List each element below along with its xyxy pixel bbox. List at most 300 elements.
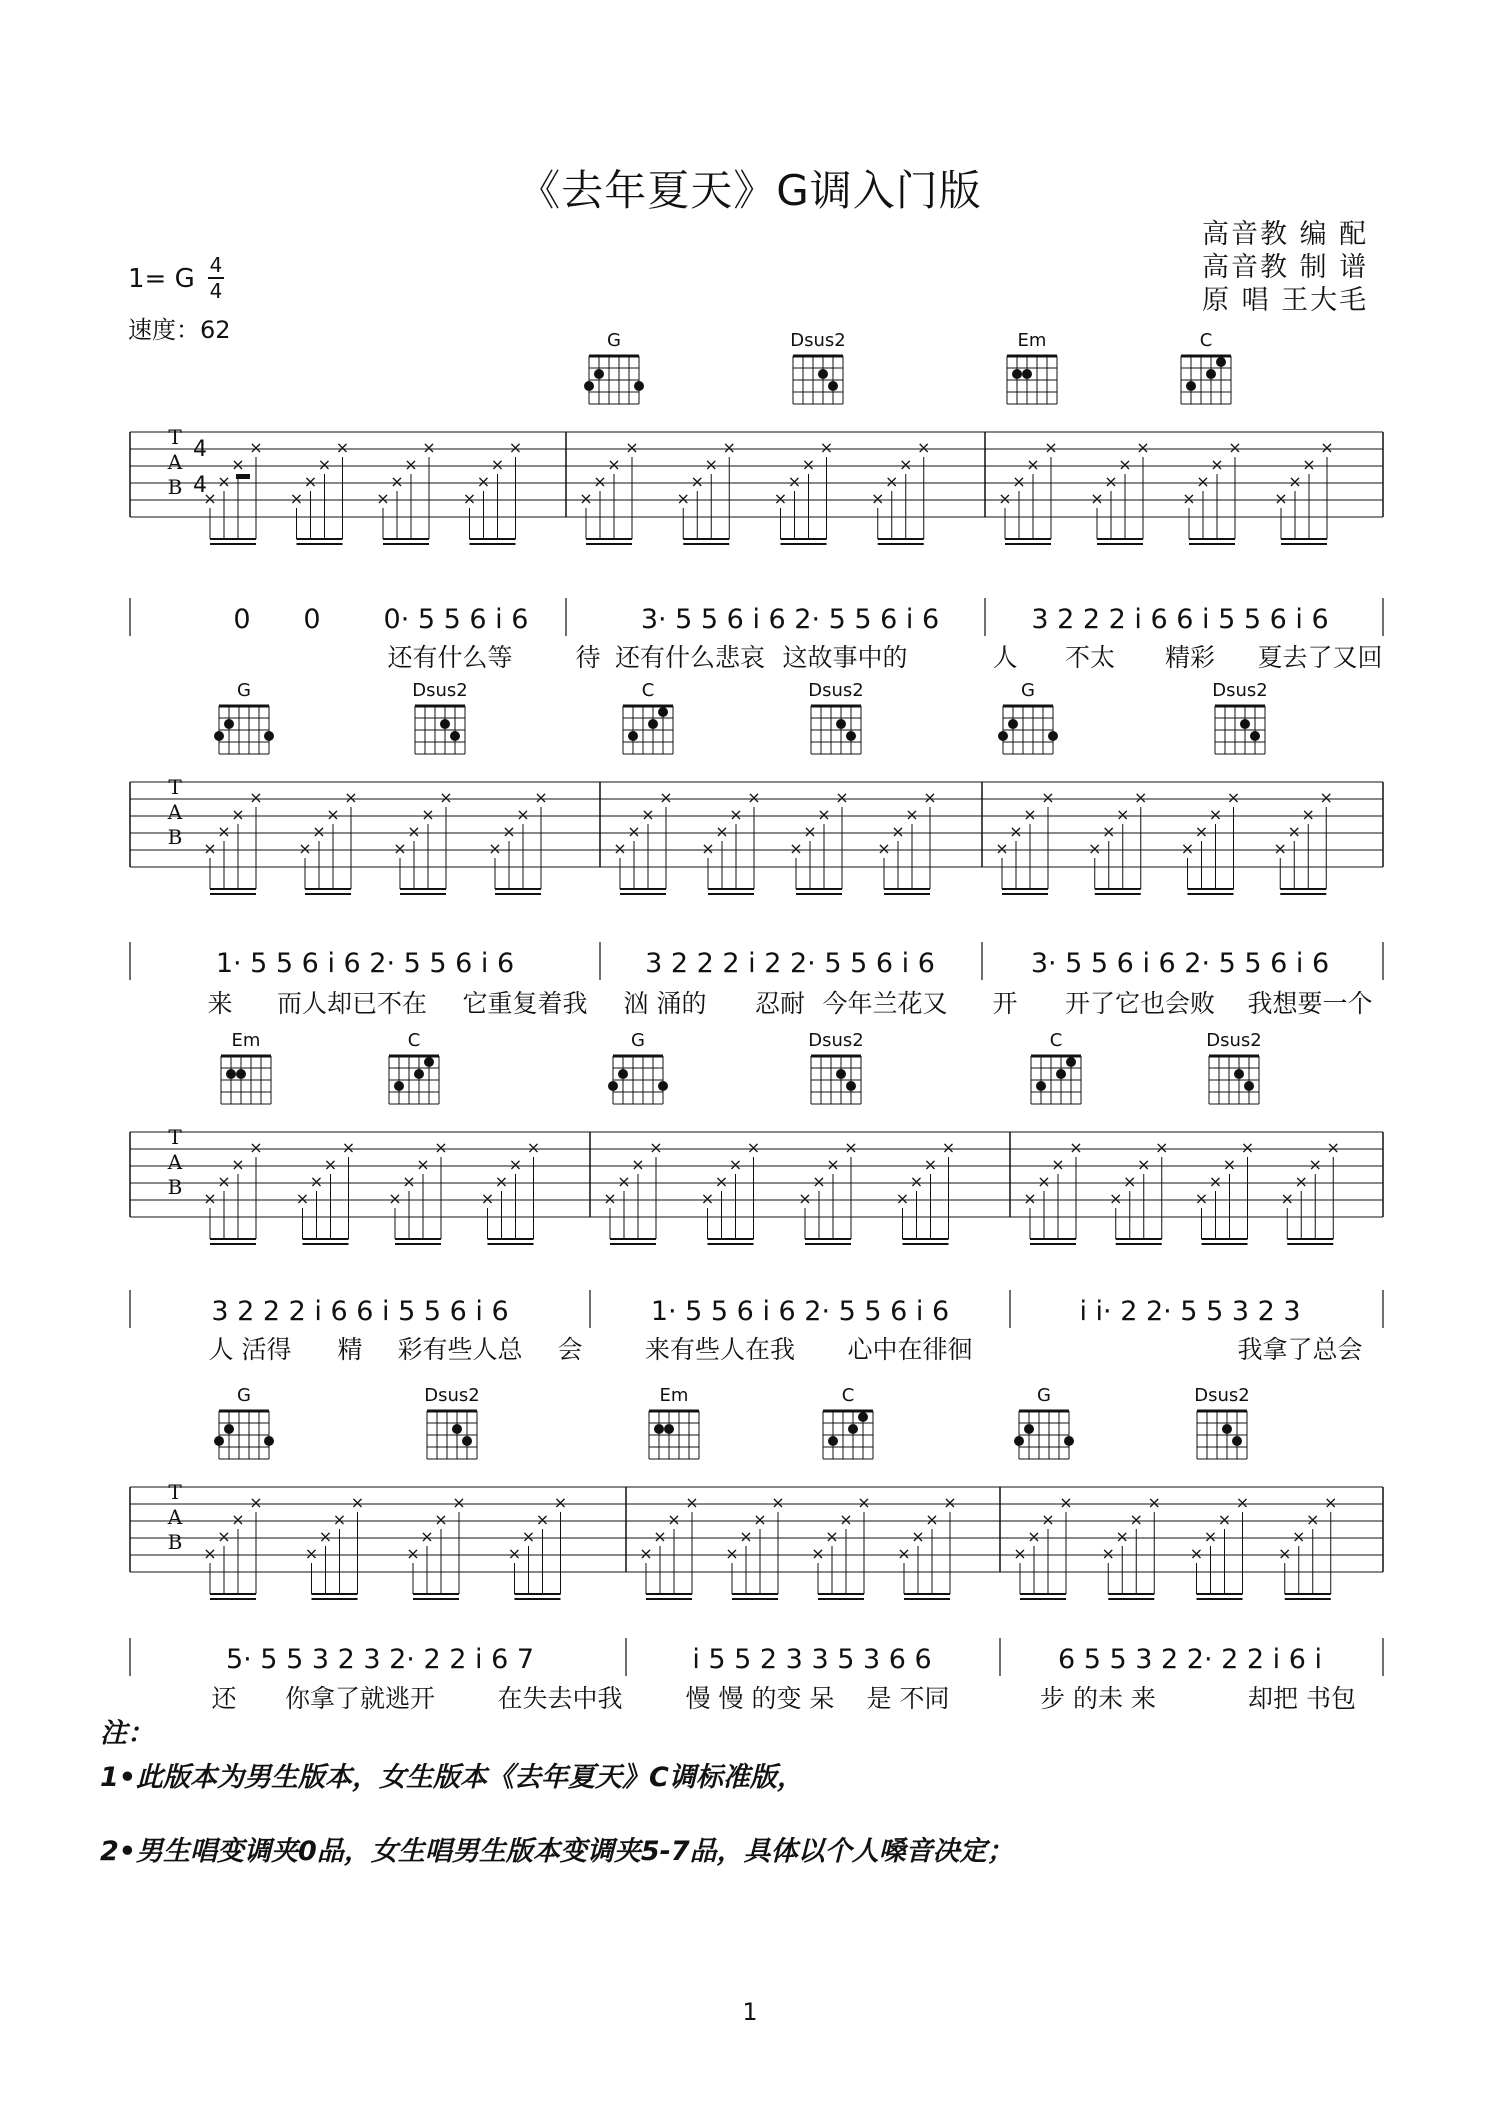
tab-note: × xyxy=(289,489,304,508)
tab-note: × xyxy=(1013,1544,1027,1563)
tab-note: × xyxy=(1326,1138,1340,1157)
chord-name-dsus2: Dsus2 xyxy=(424,1385,480,1406)
tab-note: × xyxy=(1182,489,1196,508)
tab-note: × xyxy=(905,805,919,824)
tab-note: × xyxy=(917,438,931,457)
chord-finger-dot xyxy=(1066,1057,1076,1067)
tab-note: × xyxy=(231,455,245,474)
tab-note: × xyxy=(925,1510,939,1529)
tab-note: × xyxy=(923,1155,938,1174)
chord-finger-dot xyxy=(450,731,460,741)
chord-name-dsus2: Dsus2 xyxy=(1206,1030,1262,1051)
tab-note: × xyxy=(553,1493,568,1512)
tab-note: × xyxy=(298,839,312,858)
tab-note: × xyxy=(341,1138,356,1157)
lyric-segment: 精彩 xyxy=(1164,643,1216,672)
tab-note: × xyxy=(1069,1138,1083,1157)
tab-note: × xyxy=(877,839,891,858)
lyric-segment: 我想要一个 xyxy=(1247,989,1373,1018)
tab-note: × xyxy=(1288,472,1302,491)
time-signature-bottom: 4 xyxy=(209,279,223,303)
jianpu-segment: 1· 5 5 6 i 6 2· 5 5 6 i 6 xyxy=(650,1296,950,1327)
tab-note: × xyxy=(1302,455,1316,474)
tab-note: × xyxy=(715,822,729,841)
tab-note: × xyxy=(1226,788,1241,807)
chord-name-c: C xyxy=(641,680,655,701)
tab-note: × xyxy=(1196,472,1210,491)
tab-note: × xyxy=(249,1138,263,1157)
lyric-segment: 会 xyxy=(557,1335,583,1364)
tab-note: × xyxy=(249,788,263,807)
tab-time-bottom: 4 xyxy=(193,473,207,498)
tab-note: × xyxy=(617,1172,631,1191)
jianpu-segment: 6 5 5 3 2 2· 2 2 i 6 i xyxy=(1057,1644,1323,1675)
tab-note: × xyxy=(390,472,404,491)
tab-note: × xyxy=(943,1493,957,1512)
page-title: 《去年夏天》G调入门版 xyxy=(518,166,982,215)
chord-name-dsus2: Dsus2 xyxy=(1212,680,1268,701)
lyric-segment: 开了它也会败 xyxy=(1064,989,1216,1018)
credit-transcriber: 高音教 制 谱 xyxy=(1202,252,1369,283)
tab-note: × xyxy=(653,1527,667,1546)
tab-note: × xyxy=(1301,805,1315,824)
tab-note: × xyxy=(817,805,831,824)
chord-finger-dot xyxy=(462,1436,472,1446)
tab-note: × xyxy=(1273,839,1287,858)
tab-note: × xyxy=(404,455,418,474)
tab-note: × xyxy=(1090,489,1104,508)
chord-finger-dot xyxy=(1234,1069,1244,1079)
tab-note: × xyxy=(801,455,816,474)
jianpu-segment: 3 2 2 2 i 2 2· 5 5 6 i 6 xyxy=(645,948,935,979)
page-number: 1 xyxy=(742,1998,758,2026)
tab-note: × xyxy=(1129,1510,1143,1529)
chord-finger-dot xyxy=(658,1081,668,1091)
tab-note: × xyxy=(1041,1510,1055,1529)
lyric-segment: 今年兰花又 xyxy=(822,989,948,1018)
tab-note: × xyxy=(798,1189,812,1208)
tab-note: × xyxy=(1118,455,1132,474)
credit-original-singer: 原 唱 王大毛 xyxy=(1202,285,1369,316)
tab-note: × xyxy=(1274,489,1288,508)
chord-finger-dot xyxy=(594,369,604,379)
tab-note: × xyxy=(659,788,673,807)
tab-note: × xyxy=(1044,438,1058,457)
tab-note: × xyxy=(335,438,350,457)
chord-name-em: Em xyxy=(659,1385,689,1406)
tab-clef-b: B xyxy=(167,825,183,849)
tab-note: × xyxy=(704,455,718,474)
tab-note: × xyxy=(1009,822,1023,841)
tab-note: × xyxy=(1235,1493,1250,1512)
tab-note: × xyxy=(516,805,530,824)
chord-finger-dot xyxy=(848,1424,858,1434)
tab-note: × xyxy=(1217,1510,1232,1529)
tab-note: × xyxy=(891,822,905,841)
lyric-segment: 彩有些人总 xyxy=(397,1335,523,1364)
tab-note: × xyxy=(1294,1172,1308,1191)
chord-name-dsus2: Dsus2 xyxy=(790,330,846,351)
chord-name-dsus2: Dsus2 xyxy=(808,1030,864,1051)
tab-note: × xyxy=(452,1493,466,1512)
chord-finger-dot xyxy=(648,719,658,729)
tab-note: × xyxy=(203,489,217,508)
tab-note: × xyxy=(476,472,491,491)
lyric-segment: 来有些人在我 xyxy=(644,1335,796,1364)
chord-finger-dot xyxy=(264,1436,274,1446)
chord-finger-dot xyxy=(618,1069,628,1079)
chord-finger-dot xyxy=(1024,1424,1034,1434)
chord-name-dsus2: Dsus2 xyxy=(808,680,864,701)
tab-note: × xyxy=(535,1510,550,1529)
tab-note: × xyxy=(1147,1493,1161,1512)
tab-note: × xyxy=(1155,1138,1169,1157)
rest-mark xyxy=(236,474,250,479)
chord-name-g: G xyxy=(607,330,621,351)
chord-finger-dot xyxy=(828,381,838,391)
chord-finger-dot xyxy=(1064,1436,1074,1446)
tab-note: × xyxy=(490,455,505,474)
chord-finger-dot xyxy=(414,1069,424,1079)
tab-note: × xyxy=(416,1155,430,1174)
chord-finger-dot xyxy=(214,731,224,741)
tab-note: × xyxy=(421,805,435,824)
tempo: 速度：62 xyxy=(128,316,231,344)
chord-finger-dot xyxy=(664,1424,674,1434)
tab-note: × xyxy=(998,489,1012,508)
chord-name-g: G xyxy=(1037,1385,1051,1406)
tab-note: × xyxy=(844,1138,858,1157)
tab-note: × xyxy=(1324,1493,1338,1512)
lyric-segment: 不太 xyxy=(1064,643,1116,672)
tab-note: × xyxy=(1023,805,1037,824)
lyric-segment: 在失去中我 xyxy=(497,1684,623,1713)
notes-label: 注： xyxy=(100,1718,154,1749)
lyric-segment: 待 xyxy=(575,643,601,672)
tab-note: × xyxy=(753,1510,767,1529)
chord-finger-dot xyxy=(1012,369,1022,379)
tab-note: × xyxy=(649,1138,663,1157)
tab-note: × xyxy=(393,839,407,858)
tab-note: × xyxy=(1228,438,1242,457)
tab-note: × xyxy=(1308,1155,1322,1174)
tab-note: × xyxy=(508,1155,523,1174)
chord-name-c: C xyxy=(407,1030,421,1051)
tab-note: × xyxy=(1306,1510,1320,1529)
tab-note: × xyxy=(344,788,358,807)
lyric-segment: 心中在徘徊 xyxy=(847,1335,973,1364)
lyric-segment: 来 xyxy=(207,989,233,1018)
lyric-segment: 忍耐 xyxy=(754,989,806,1018)
tab-note: × xyxy=(217,822,231,841)
chord-finger-dot xyxy=(628,731,638,741)
chord-finger-dot xyxy=(608,1081,618,1091)
lyric-segment: 而人却已不在 xyxy=(276,989,428,1018)
tab-note: × xyxy=(685,1493,699,1512)
chord-finger-dot xyxy=(836,1069,846,1079)
tab-note: × xyxy=(249,438,263,457)
tab-note: × xyxy=(462,489,477,508)
chord-finger-dot xyxy=(1216,357,1226,367)
chord-finger-dot xyxy=(1206,369,1216,379)
tab-note: × xyxy=(1180,839,1195,858)
tab-note: × xyxy=(502,822,516,841)
tab-note: × xyxy=(700,1189,715,1208)
chord-finger-dot xyxy=(828,1436,838,1446)
tab-note: × xyxy=(1023,1189,1037,1208)
chord-finger-dot xyxy=(264,731,274,741)
tab-note: × xyxy=(895,1189,910,1208)
lyric-segment: 还有什么悲哀 xyxy=(614,643,766,672)
jianpu-segment: 3 2 2 2 i 6 6 i 5 5 6 i 6 xyxy=(1031,604,1329,635)
jianpu-segment: 1· 5 5 6 i 6 2· 5 5 6 i 6 xyxy=(215,948,515,979)
tab-note: × xyxy=(857,1493,871,1512)
chord-finger-dot xyxy=(1240,719,1250,729)
tab-clef-a: A xyxy=(167,1150,183,1174)
tab-note: × xyxy=(897,1544,911,1563)
tab-note: × xyxy=(1012,472,1026,491)
tab-note: × xyxy=(607,455,621,474)
tab-note: × xyxy=(603,1189,617,1208)
lyric-segment: 慢 慢 的变 呆 xyxy=(685,1684,835,1713)
tab-note: × xyxy=(1027,1527,1041,1546)
chord-finger-dot xyxy=(998,731,1008,741)
tab-note: × xyxy=(811,1544,825,1563)
chord-finger-dot xyxy=(214,1436,224,1446)
tab-note: × xyxy=(1115,1527,1129,1546)
tab-note: × xyxy=(1210,455,1224,474)
tab-clef-b: B xyxy=(167,1175,183,1199)
tab-note: × xyxy=(231,1510,245,1529)
chord-name-c: C xyxy=(1199,330,1213,351)
tab-note: × xyxy=(1319,788,1333,807)
tab-clef-t: T xyxy=(168,775,182,799)
tab-clef-a: A xyxy=(167,450,183,474)
chord-finger-dot xyxy=(1244,1081,1254,1091)
tab-note: × xyxy=(747,788,761,807)
tab-note: × xyxy=(1292,1527,1306,1546)
tab-note: × xyxy=(1037,1172,1051,1191)
tab-note: × xyxy=(317,455,332,474)
chord-name-dsus2: Dsus2 xyxy=(412,680,468,701)
tab-note: × xyxy=(1194,822,1209,841)
tab-note: × xyxy=(249,1493,263,1512)
tab-clef-a: A xyxy=(167,800,183,824)
chord-name-g: G xyxy=(1021,680,1035,701)
tab-note: × xyxy=(995,839,1009,858)
tab-note: × xyxy=(203,1544,217,1563)
tab-note: × xyxy=(941,1138,956,1157)
tab-note: × xyxy=(1287,822,1301,841)
chord-finger-dot xyxy=(1186,381,1196,391)
jianpu-segment: 3 2 2 2 i 6 6 i 5 5 6 i 6 xyxy=(211,1296,509,1327)
chord-finger-dot xyxy=(1048,731,1058,741)
chord-finger-dot xyxy=(1036,1081,1046,1091)
note-line-2: 2•男生唱变调夹0品，女生唱男生版本变调夹5-7品，具体以个人嗓音决定； xyxy=(100,1836,1014,1867)
tab-note: × xyxy=(203,1189,217,1208)
tab-note: × xyxy=(1059,1493,1073,1512)
lyric-segment: 人 xyxy=(992,643,1018,672)
tab-note: × xyxy=(304,1544,319,1563)
tab-note: × xyxy=(1101,1544,1115,1563)
tab-note: × xyxy=(231,1155,245,1174)
chord-finger-dot xyxy=(1250,731,1260,741)
tab-note: × xyxy=(1137,1155,1151,1174)
lyric-segment: 开 xyxy=(992,989,1018,1018)
jianpu-segment: i i· 2 2· 5 5 3 2 3 xyxy=(1079,1296,1301,1327)
tab-note: × xyxy=(1136,438,1150,457)
tab-note: × xyxy=(1102,822,1116,841)
tab-note: × xyxy=(1208,805,1223,824)
chord-finger-dot xyxy=(1222,1424,1232,1434)
tab-note: × xyxy=(641,805,655,824)
tab-note: × xyxy=(203,839,217,858)
tab-note: × xyxy=(1026,455,1040,474)
tab-note: × xyxy=(746,1138,761,1157)
tab-note: × xyxy=(899,455,913,474)
tab-note: × xyxy=(508,438,523,457)
note-line-1: 1•此版本为男生版本，女生版本《去年夏天》C调标准版， xyxy=(100,1762,804,1793)
chord-finger-dot xyxy=(858,1412,868,1422)
tab-note: × xyxy=(923,788,937,807)
jianpu-segment: 0 xyxy=(233,604,251,635)
jianpu-segment: 0· 5 5 6 i 6 xyxy=(383,604,529,635)
tab-note: × xyxy=(480,1189,495,1208)
lyric-segment: 汹 涌的 xyxy=(623,989,707,1018)
lyric-segment: 却把 书包 xyxy=(1248,1684,1356,1713)
lyric-segment: 这故事中的 xyxy=(782,643,908,672)
lyric-segment: 是 不同 xyxy=(866,1684,950,1713)
tab-note: × xyxy=(1123,1172,1137,1191)
lyric-segment: 还 xyxy=(211,1684,237,1713)
lyric-segment: 人 活得 xyxy=(208,1335,292,1364)
jianpu-segment: i 5 5 2 3 3 5 3 6 6 xyxy=(692,1644,932,1675)
chord-finger-dot xyxy=(846,1081,856,1091)
chord-finger-dot xyxy=(1008,719,1018,729)
tab-note: × xyxy=(579,489,593,508)
tab-note: × xyxy=(534,788,548,807)
tab-note: × xyxy=(488,839,502,858)
tab-note: × xyxy=(871,489,885,508)
chord-finger-dot xyxy=(1022,369,1032,379)
tab-note: × xyxy=(885,472,899,491)
tab-note: × xyxy=(350,1493,365,1512)
tab-note: × xyxy=(388,1189,402,1208)
tab-note: × xyxy=(312,822,326,841)
tab-note: × xyxy=(217,1172,231,1191)
chord-name-g: G xyxy=(237,1385,251,1406)
tab-note: × xyxy=(625,438,639,457)
tab-note: × xyxy=(1280,1189,1294,1208)
jianpu-segment: 3· 5 5 6 i 6 2· 5 5 6 i 6 xyxy=(640,604,940,635)
lyric-segment: 你拿了就逃开 xyxy=(284,1684,436,1713)
tab-clef-a: A xyxy=(167,1505,183,1529)
chord-name-g: G xyxy=(237,680,251,701)
tab-note: × xyxy=(1189,1544,1204,1563)
chord-finger-dot xyxy=(818,369,828,379)
tab-note: × xyxy=(789,839,803,858)
tab-note: × xyxy=(295,1189,310,1208)
chord-finger-dot xyxy=(440,719,450,729)
chord-name-dsus2: Dsus2 xyxy=(1194,1385,1250,1406)
chord-finger-dot xyxy=(236,1069,246,1079)
tab-note: × xyxy=(911,1527,925,1546)
tab-note: × xyxy=(507,1544,522,1563)
tab-clef-t: T xyxy=(168,1480,182,1504)
tab-note: × xyxy=(1134,788,1148,807)
jianpu-segment: 5· 5 5 3 2 3 2· 2 2 i 6 7 xyxy=(225,1644,535,1675)
tab-note: × xyxy=(839,1510,853,1529)
tab-note: × xyxy=(771,1493,785,1512)
tab-note: × xyxy=(631,1155,645,1174)
tab-note: × xyxy=(326,805,340,824)
tab-note: × xyxy=(422,438,436,457)
tab-note: × xyxy=(1088,839,1102,858)
tab-note: × xyxy=(231,805,245,824)
chord-finger-dot xyxy=(424,1057,434,1067)
tab-note: × xyxy=(1320,438,1334,457)
chord-name-c: C xyxy=(1049,1030,1063,1051)
time-signature-top: 4 xyxy=(209,253,223,277)
tab-note: × xyxy=(521,1527,536,1546)
tab-note: × xyxy=(434,1138,448,1157)
tab-note: × xyxy=(217,472,231,491)
tab-clef-t: T xyxy=(168,425,182,449)
chord-finger-dot xyxy=(846,731,856,741)
key-signature: 1= G xyxy=(128,264,195,294)
chord-name-g: G xyxy=(631,1030,645,1051)
tab-note: × xyxy=(406,1544,420,1563)
lyric-segment: 精 xyxy=(337,1335,363,1364)
chord-finger-dot xyxy=(224,719,234,729)
tab-note: × xyxy=(434,1510,448,1529)
tab-note: × xyxy=(318,1527,333,1546)
tab-note: × xyxy=(627,822,641,841)
tab-note: × xyxy=(739,1527,753,1546)
tab-note: × xyxy=(420,1527,434,1546)
tab-note: × xyxy=(309,1172,324,1191)
chord-finger-dot xyxy=(1014,1436,1024,1446)
lyric-segment: 它重复着我 xyxy=(462,989,588,1018)
tab-note: × xyxy=(1104,472,1118,491)
chord-finger-dot xyxy=(836,719,846,729)
tab-note: × xyxy=(835,788,849,807)
tab-note: × xyxy=(729,805,743,824)
tab-note: × xyxy=(1278,1544,1292,1563)
tab-note: × xyxy=(439,788,453,807)
tab-clef-b: B xyxy=(167,475,183,499)
tab-note: × xyxy=(773,489,788,508)
tab-note: × xyxy=(526,1138,541,1157)
lyric-segment: 我拿了总会 xyxy=(1237,1335,1363,1364)
lyric-segment: 夏去了又回 xyxy=(1257,643,1383,672)
chord-finger-dot xyxy=(226,1069,236,1079)
chord-finger-dot xyxy=(452,1424,462,1434)
tab-note: × xyxy=(494,1172,509,1191)
tab-note: × xyxy=(402,1172,416,1191)
tab-clef-b: B xyxy=(167,1530,183,1554)
tab-note: × xyxy=(323,1155,338,1174)
tab-note: × xyxy=(825,1527,839,1546)
tab-note: × xyxy=(722,438,736,457)
tab-note: × xyxy=(1194,1189,1209,1208)
tab-clef-t: T xyxy=(168,1125,182,1149)
tab-note: × xyxy=(407,822,421,841)
tab-note: × xyxy=(676,489,690,508)
notes-section xyxy=(100,1712,1014,1874)
tab-note: × xyxy=(217,1527,231,1546)
tab-note: × xyxy=(303,472,318,491)
